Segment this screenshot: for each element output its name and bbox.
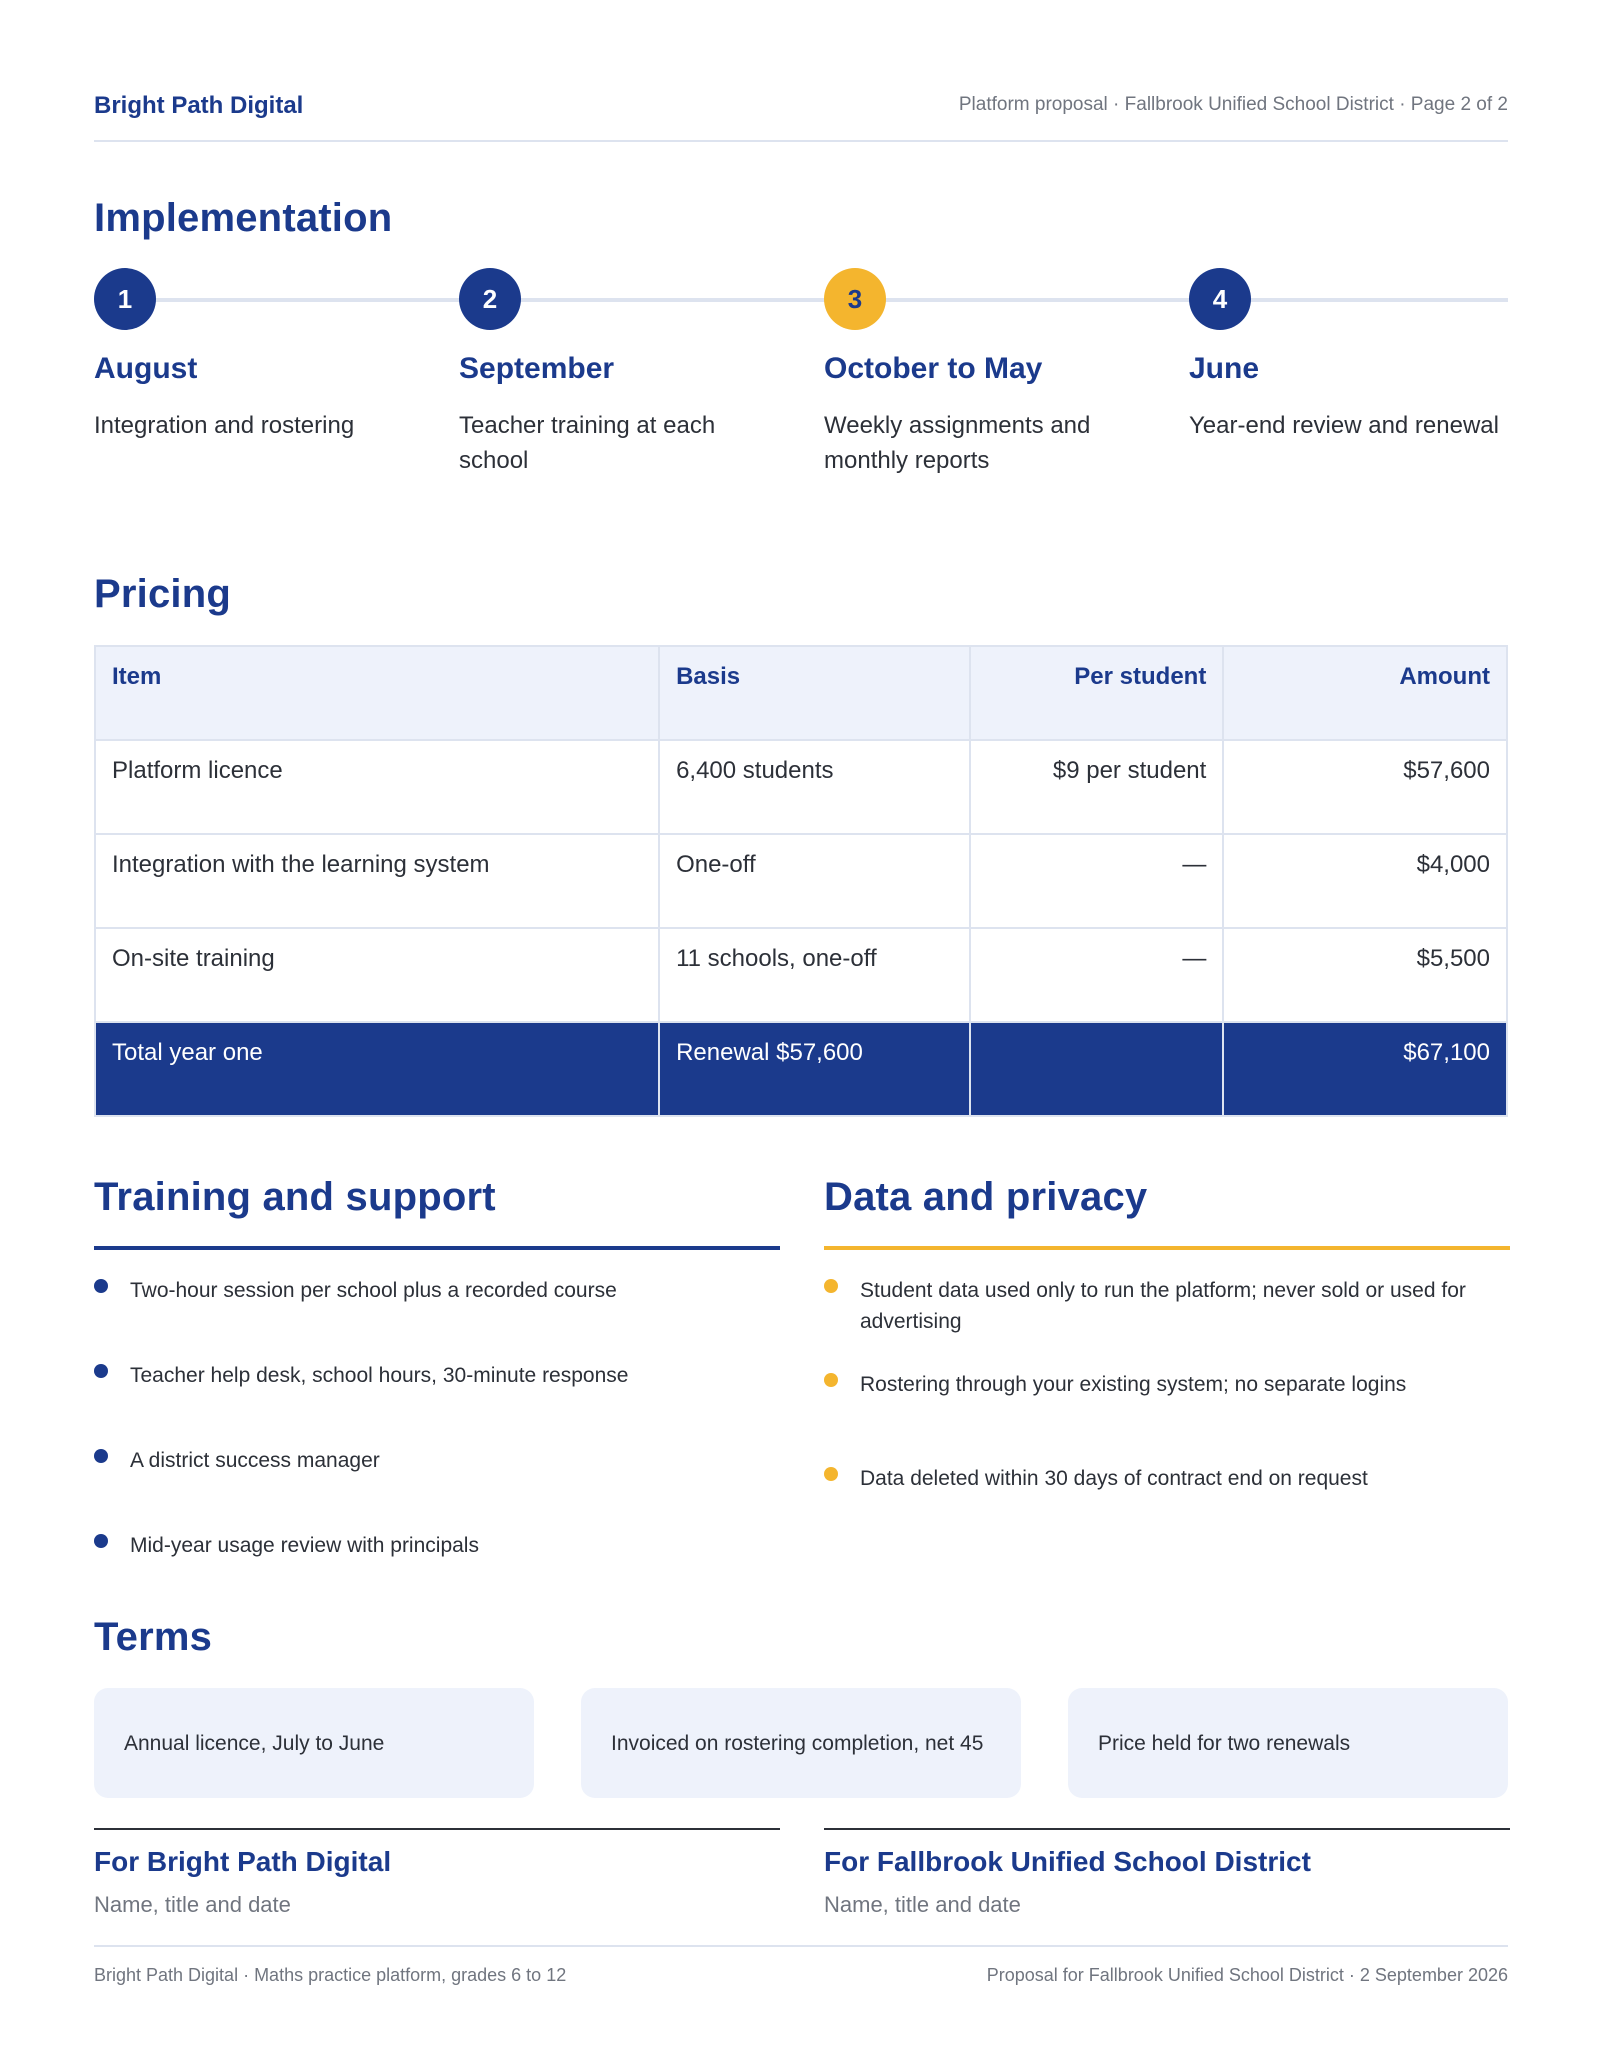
table-row: [95, 928, 1507, 1022]
training-title: Training and support: [94, 1175, 496, 1219]
timeline-step: [1189, 268, 1508, 443]
page-header: [94, 92, 1508, 142]
total-amount: $67,100: [1223, 1022, 1507, 1116]
timeline-step: [94, 268, 424, 443]
step-month: August: [94, 352, 198, 385]
bullet-dot: [824, 1373, 838, 1387]
cell-per-student: —: [970, 834, 1224, 928]
column-header-per-student: Per student: [970, 646, 1224, 740]
column-header-basis: Basis: [659, 646, 970, 740]
step-number: 1: [94, 268, 156, 330]
term-card: Price held for two renewals: [1068, 1688, 1508, 1798]
pricing-table: [94, 645, 1508, 1117]
brand-name: Bright Path Digital: [94, 92, 304, 119]
list-item: Two-hour session per school plus a recorded course: [94, 1275, 780, 1306]
list-item: Mid-year usage review with principals: [94, 1530, 780, 1561]
total-per-student: [970, 1022, 1224, 1116]
cell-amount: $4,000: [1223, 834, 1507, 928]
table-total-row: [95, 1022, 1507, 1116]
signature-party: For Fallbrook Unified School District: [824, 1846, 1311, 1877]
cell-amount: $57,600: [1223, 740, 1507, 834]
table-row: [95, 740, 1507, 834]
privacy-title: Data and privacy: [824, 1175, 1148, 1219]
implementation-timeline: [94, 268, 1508, 488]
bullet-dot: [824, 1467, 838, 1481]
step-month: June: [1189, 352, 1260, 385]
term-card: Annual licence, July to June: [94, 1688, 534, 1798]
terms-title: Terms: [94, 1615, 213, 1659]
cell-basis: One-off: [659, 834, 970, 928]
cell-item: On-site training: [95, 928, 659, 1022]
bullet-dot: [94, 1449, 108, 1463]
step-number: 4: [1189, 268, 1251, 330]
list-item: Data deleted within 30 days of contract end on request: [824, 1463, 1510, 1494]
list-item: Student data used only to run the platform; never sold or used for advertising: [824, 1275, 1510, 1337]
cell-item: Platform licence: [95, 740, 659, 834]
cell-basis: 6,400 students: [659, 740, 970, 834]
signature-block-district: [824, 1828, 1510, 1918]
training-list: [94, 1275, 780, 1561]
step-description: Teacher training at each school: [459, 412, 716, 474]
bullet-dot: [94, 1534, 108, 1548]
column-header-item: Item: [95, 646, 659, 740]
signature-line-label: Name, title and date: [94, 1892, 291, 1917]
list-item: Rostering through your existing system; no separate logins: [824, 1369, 1510, 1400]
page-footer: [94, 1945, 1508, 1985]
footer-right: Proposal for Fallbrook Unified School District · 2 September 2026: [986, 1965, 1508, 1985]
table-header-row: [95, 646, 1507, 740]
implementation-title: Implementation: [94, 196, 393, 240]
list-item: Teacher help desk, school hours, 30-minute response: [94, 1360, 780, 1391]
footer-left: Bright Path Digital · Maths practice platform, grades 6 to 12: [94, 1965, 567, 1985]
privacy-rule: [824, 1246, 1510, 1250]
total-renewal: Renewal $57,600: [659, 1022, 970, 1116]
step-description: Integration and rostering: [94, 412, 355, 439]
step-description: Weekly assignments and monthly reports: [824, 412, 1091, 474]
bullet-dot: [94, 1279, 108, 1293]
signature-party: For Bright Path Digital: [94, 1846, 392, 1877]
proposal-page: [94, 0, 1508, 2071]
cell-per-student: —: [970, 928, 1224, 1022]
training-rule: [94, 1246, 780, 1250]
timeline-step: [459, 268, 789, 478]
step-number: 2: [459, 268, 521, 330]
timeline-step: [824, 268, 1154, 478]
total-label: Total year one: [95, 1022, 659, 1116]
step-description: Year-end review and renewal: [1189, 412, 1499, 439]
privacy-list: [824, 1275, 1510, 1494]
step-number: 3: [824, 268, 886, 330]
table-row: [95, 834, 1507, 928]
list-item: A district success manager: [94, 1445, 780, 1476]
column-header-amount: Amount: [1223, 646, 1507, 740]
cell-amount: $5,500: [1223, 928, 1507, 1022]
pricing-title: Pricing: [94, 572, 231, 616]
term-card: Invoiced on rostering completion, net 45: [581, 1688, 1021, 1798]
signature-line-label: Name, title and date: [824, 1892, 1021, 1917]
step-month: October to May: [824, 352, 1043, 385]
step-month: September: [459, 352, 615, 385]
bullet-dot: [94, 1364, 108, 1378]
bullet-dot: [824, 1279, 838, 1293]
signature-block-vendor: [94, 1828, 780, 1918]
header-meta: Platform proposal · Fallbrook Unified School District · Page 2 of 2: [958, 94, 1508, 115]
cell-basis: 11 schools, one-off: [659, 928, 970, 1022]
cell-per-student: $9 per student: [970, 740, 1224, 834]
cell-item: Integration with the learning system: [95, 834, 659, 928]
